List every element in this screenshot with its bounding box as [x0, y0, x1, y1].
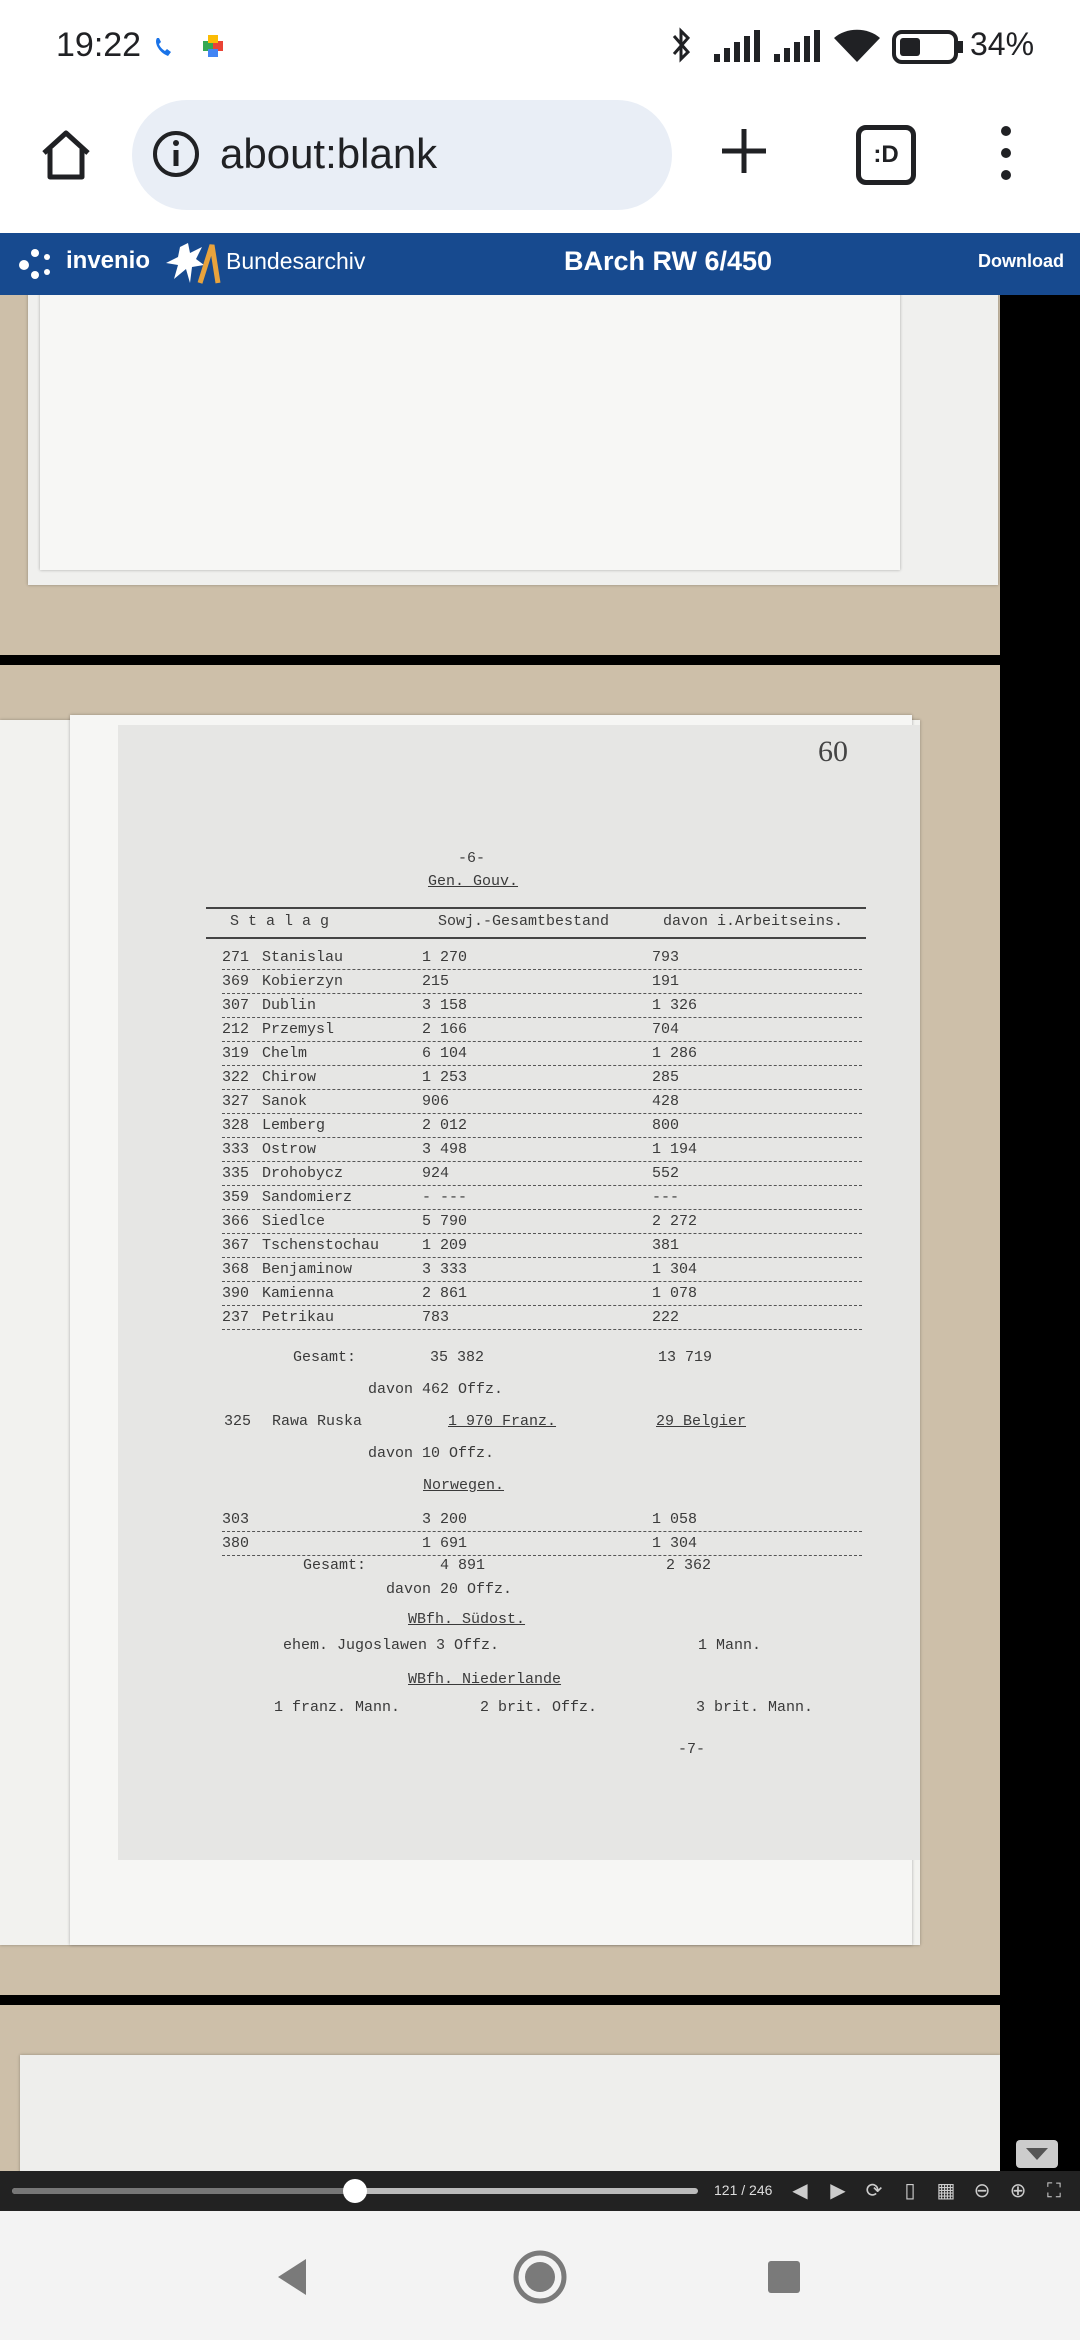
- cell-place: Siedlce: [262, 1213, 326, 1230]
- cell-no: 319: [222, 1045, 250, 1062]
- norway-heading: Norwegen.: [423, 1477, 505, 1494]
- rotate-icon[interactable]: ⟳: [865, 2180, 883, 2202]
- cell-total: 5 790: [422, 1213, 468, 1230]
- address-bar[interactable]: [132, 100, 672, 210]
- page-slider-fill: [12, 2188, 355, 2194]
- table-row: [222, 1091, 862, 1114]
- page-separator: [0, 655, 1000, 665]
- total-officers: davon 462 Offz.: [368, 1381, 504, 1398]
- zoom-in-icon[interactable]: ⊕: [1009, 2180, 1027, 2202]
- cell-place: Przemysl: [262, 1021, 335, 1038]
- cell-place: Kobierzyn: [262, 973, 344, 990]
- url-text[interactable]: about:blank: [220, 130, 438, 177]
- table-row: [222, 947, 862, 970]
- archive-name: Bundesarchiv: [226, 248, 366, 274]
- cell-no: 335: [222, 1165, 250, 1182]
- zoom-out-icon[interactable]: ⊖: [973, 2180, 991, 2202]
- cell-total: 783: [422, 1309, 450, 1326]
- previous-page-sheet: [40, 295, 900, 570]
- cell-no: 271: [222, 949, 250, 966]
- cell-total: - ---: [422, 1189, 468, 1206]
- table-row: [222, 1283, 862, 1306]
- signal-icon-2: [772, 30, 824, 64]
- table-row: [222, 1163, 862, 1186]
- document-scan: [118, 725, 920, 1860]
- table-row: [222, 1139, 862, 1162]
- cell-place: Dublin: [262, 997, 317, 1014]
- cell-place: Kamienna: [262, 1285, 335, 1302]
- viewer-margin: [1000, 295, 1080, 2171]
- cell-total: 906: [422, 1093, 450, 1110]
- cell-total: 6 104: [422, 1045, 468, 1062]
- cell-total: 1 270: [422, 949, 468, 966]
- invenio-brand: invenio: [66, 247, 151, 274]
- fullscreen-icon[interactable]: ⛶: [1047, 2180, 1061, 2202]
- cell-place: Sandomierz: [262, 1189, 353, 1206]
- page-slider[interactable]: [12, 2188, 698, 2194]
- column-work: davon i.Arbeitseins.: [663, 913, 844, 930]
- clock: 19:22: [56, 26, 142, 64]
- cell-work: 704: [652, 1021, 680, 1038]
- cell-no: 367: [222, 1237, 250, 1254]
- home-nav-icon[interactable]: [512, 2249, 568, 2305]
- cell-no: 369: [222, 973, 250, 990]
- norway-total: 4 891: [440, 1557, 486, 1574]
- app-puzzle-icon: [200, 32, 228, 60]
- cell-work: 793: [652, 949, 680, 966]
- page-counter: 121 / 246: [714, 2182, 773, 2198]
- cell-work: 1 286: [652, 1045, 698, 1062]
- rawa-officers: davon 10 Offz.: [368, 1445, 495, 1462]
- wifi-icon: [832, 28, 882, 66]
- cell-work: 428: [652, 1093, 680, 1110]
- cell-no: 327: [222, 1093, 250, 1110]
- cell-no: 333: [222, 1141, 250, 1158]
- total-work: 13 719: [658, 1349, 713, 1366]
- cell-work: 191: [652, 973, 680, 990]
- page-slider-knob[interactable]: [343, 2179, 367, 2203]
- battery-percent: 34%: [970, 26, 1035, 62]
- chevron-down-icon: [1016, 2140, 1058, 2168]
- table-row: [222, 971, 862, 994]
- cell-place: Tschenstochau: [262, 1237, 380, 1254]
- cell-no: 322: [222, 1069, 250, 1086]
- table-row: [222, 1043, 862, 1066]
- battery-icon: [892, 30, 964, 64]
- recents-icon[interactable]: [766, 2259, 802, 2295]
- norway-work: 2 362: [666, 1557, 712, 1574]
- cell-work: 1 326: [652, 997, 698, 1014]
- cell-total: 3 333: [422, 1261, 468, 1278]
- tab-switcher-button[interactable]: :D: [856, 125, 916, 185]
- call-icon: [152, 36, 174, 58]
- viewer-header: [0, 233, 1080, 295]
- cell-total: 3 498: [422, 1141, 468, 1158]
- cell-place: Chelm: [262, 1045, 308, 1062]
- cell-no: 390: [222, 1285, 250, 1302]
- home-icon[interactable]: [36, 125, 96, 185]
- southeast-men: 1 Mann.: [698, 1637, 762, 1654]
- nl-brit-officers: 2 brit. Offz.: [480, 1699, 598, 1716]
- column-total: Sowj.-Gesamtbestand: [438, 913, 610, 930]
- nl-brit-men: 3 brit. Mann.: [696, 1699, 814, 1716]
- next-page-button[interactable]: ▶: [830, 2180, 846, 2202]
- column-stalag: S t a l a g: [230, 913, 330, 930]
- document-viewer[interactable]: [0, 295, 1000, 2171]
- rawa-place: Rawa Ruska: [272, 1413, 363, 1430]
- header-rule: [206, 907, 866, 909]
- top-page-marker: -6-: [458, 850, 486, 867]
- browser-toolbar: [0, 95, 1080, 233]
- invenio-logo-icon: [18, 247, 58, 281]
- download-button[interactable]: Download: [978, 251, 1064, 271]
- cell-total: 3 158: [422, 997, 468, 1014]
- table-row: [222, 1259, 862, 1282]
- southeast-heading: WBfh. Südost.: [408, 1611, 526, 1628]
- cell-place: Ostrow: [262, 1141, 317, 1158]
- page-number: 60: [818, 735, 848, 768]
- cell-place: Petrikau: [262, 1309, 335, 1326]
- cell-total: 2 166: [422, 1021, 468, 1038]
- cell-total: 924: [422, 1165, 450, 1182]
- cell-work: 222: [652, 1309, 680, 1326]
- table-row: [222, 1307, 862, 1330]
- collapse-toolbar-button[interactable]: [1016, 2140, 1058, 2168]
- rawa-number: 325: [224, 1413, 252, 1430]
- cell-no: 307: [222, 997, 250, 1014]
- cell-place: Benjaminow: [262, 1261, 353, 1278]
- cell-work: ---: [652, 1189, 680, 1206]
- cell-work: 1 194: [652, 1141, 698, 1158]
- cell-place: Stanislau: [262, 949, 344, 966]
- table-row: [222, 1211, 862, 1234]
- table-row: [222, 1067, 862, 1090]
- grid-view-icon[interactable]: ▦: [936, 2180, 956, 2202]
- cell-work: 2 272: [652, 1213, 698, 1230]
- nl-french: 1 franz. Mann.: [274, 1699, 401, 1716]
- section-heading: Gen. Gouv.: [428, 873, 519, 890]
- cell-no: 237: [222, 1309, 250, 1326]
- total-value: 35 382: [430, 1349, 485, 1366]
- cell-no: 368: [222, 1261, 250, 1278]
- rawa-belgian: 29 Belgier: [656, 1413, 747, 1430]
- norway-officers: davon 20 Offz.: [386, 1581, 513, 1598]
- bluetooth-icon: [670, 26, 692, 64]
- table-row: [222, 995, 862, 1018]
- cell-no: 212: [222, 1021, 250, 1038]
- cell-no: 328: [222, 1117, 250, 1134]
- more-options-icon[interactable]: [996, 123, 1016, 183]
- bottom-page-marker: -7-: [678, 1741, 706, 1758]
- total-label: Gesamt:: [293, 1349, 357, 1366]
- cell-total: 1 209: [422, 1237, 468, 1254]
- header-rule-2: [206, 937, 866, 939]
- cell-work: 800: [652, 1117, 680, 1134]
- cell-work: 552: [652, 1165, 680, 1182]
- cell-total: 215: [422, 973, 450, 990]
- new-tab-icon[interactable]: [718, 125, 770, 177]
- netherlands-heading: WBfh. Niederlande: [408, 1671, 562, 1688]
- cell-work: 381: [652, 1237, 680, 1254]
- single-page-icon[interactable]: ▯: [904, 2180, 916, 2202]
- table-row: [222, 1187, 862, 1210]
- norway-total-label: Gesamt:: [303, 1557, 367, 1574]
- southeast-line: ehem. Jugoslawen 3 Offz.: [283, 1637, 500, 1654]
- cell-place: Chirow: [262, 1069, 317, 1086]
- rawa-french: 1 970 Franz.: [448, 1413, 557, 1430]
- table-row: [222, 1235, 862, 1258]
- next-page: [20, 2055, 1000, 2171]
- cell-work: 285: [652, 1069, 680, 1086]
- cell-no: 359: [222, 1189, 250, 1206]
- site-info-icon[interactable]: [150, 128, 202, 180]
- viewer-controls: [0, 2171, 1080, 2211]
- document-title: BArch RW 6/450: [564, 246, 773, 276]
- signal-icon: [712, 30, 764, 64]
- back-icon[interactable]: [274, 2257, 310, 2297]
- cell-no: 366: [222, 1213, 250, 1230]
- bundesarchiv-eagle-icon: [160, 239, 222, 287]
- cell-total: 1 253: [422, 1069, 468, 1086]
- cell-place: Sanok: [262, 1093, 308, 1110]
- norway-row: 303 3 200 1 058: [222, 1509, 862, 1532]
- norway-row: 380 1 691 1 304: [222, 1533, 862, 1556]
- table-row: [222, 1019, 862, 1042]
- cell-total: 2 861: [422, 1285, 468, 1302]
- cell-work: 1 078: [652, 1285, 698, 1302]
- prev-page-button[interactable]: ◀: [792, 2180, 808, 2202]
- page-separator: [0, 1995, 1000, 2005]
- cell-total: 2 012: [422, 1117, 468, 1134]
- cell-place: Drohobycz: [262, 1165, 344, 1182]
- status-bar: [0, 0, 1080, 95]
- cell-place: Lemberg: [262, 1117, 326, 1134]
- system-nav-bar: [0, 2211, 1080, 2340]
- table-row: [222, 1115, 862, 1138]
- cell-work: 1 304: [652, 1261, 698, 1278]
